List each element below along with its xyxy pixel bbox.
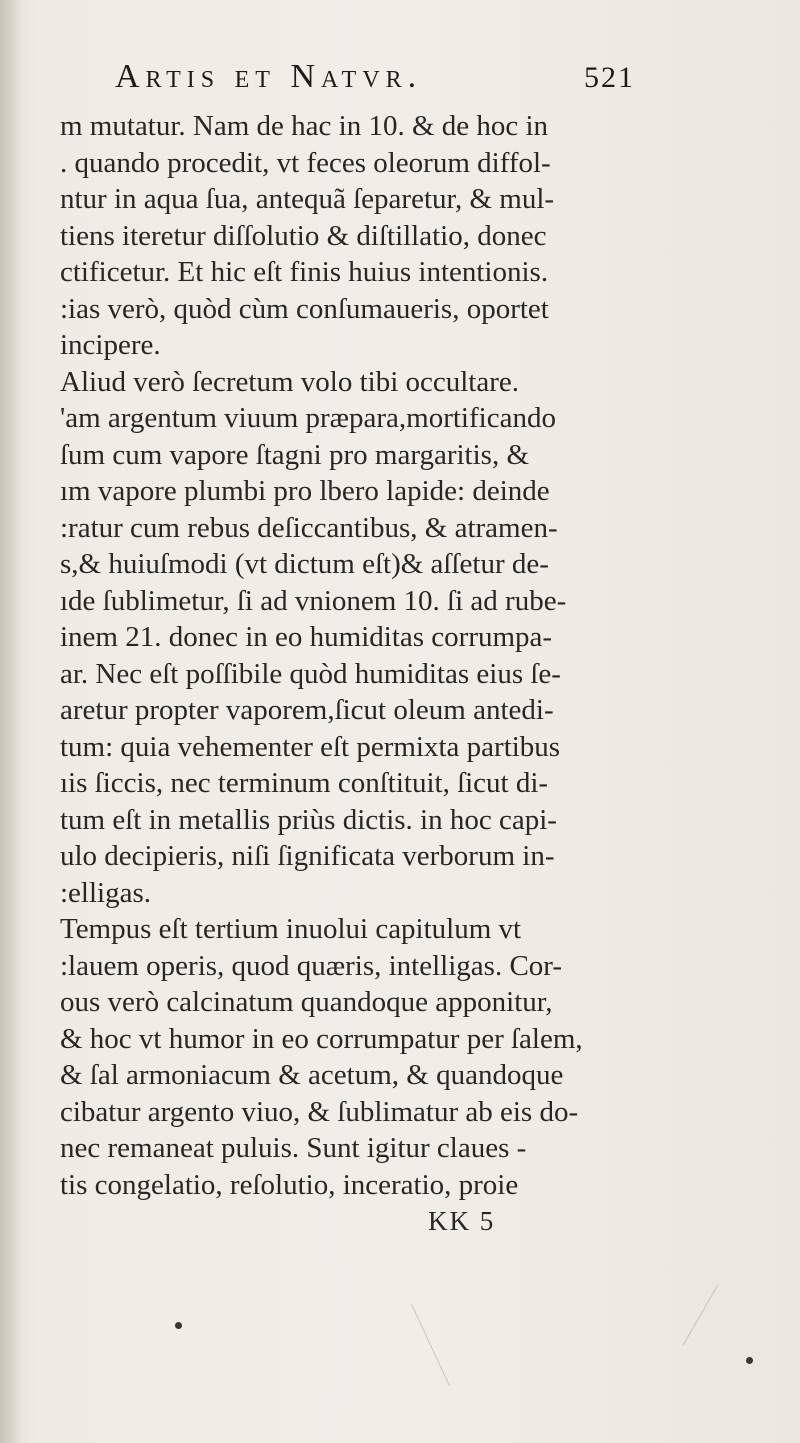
ink-speck (746, 1357, 753, 1364)
signature-mark: KK 5 (428, 1206, 496, 1236)
text-line: :elligas. (60, 876, 152, 909)
text-line: . quando procedit, vt feces oleorum diffol- (60, 146, 551, 179)
paper-crease (411, 1304, 450, 1386)
body-text (60, 108, 790, 1243)
text-line: & hoc vt humor in eo corrumpatur per ſalem, (60, 1022, 583, 1055)
text-line: tiens iteretur diſſolutio & diſtillatio, donec (60, 219, 547, 252)
page-number: 521 (584, 61, 635, 94)
text-line: tis congelatio, reſolutio, inceratio, proie (60, 1168, 519, 1201)
text-line: Aliud verò ſecretum volo tibi occultare. (60, 365, 520, 398)
text-line: 'am argentum viuum præpara,mortificando (60, 402, 556, 434)
text-line: :lauem operis, quod quæris, intelligas. Cor- (60, 949, 563, 982)
text-line: nec remaneat puluis. Sunt igitur claues - (60, 1132, 527, 1164)
text-line: s,& huiuſmodi (vt dictum eſt)& aſſetur de- (60, 548, 549, 580)
text-line: ulo decipieris, niſi ſignificata verborum in- (60, 840, 555, 872)
text-line: incipere. (60, 329, 161, 361)
text-line: m mutatur. Nam de hac in 10. & de hoc in (60, 110, 549, 142)
text-line: ntur in aqua ſua, antequã ſeparetur, & mul- (60, 183, 555, 215)
text-line: ıis ſiccis, nec terminum conſtituit, ſicut di- (60, 767, 549, 799)
text-line: tum: quia vehementer eſt permixta partibus (60, 730, 561, 763)
text-line: ctificetur. Et hic eſt finis huius intentionis. (60, 256, 549, 288)
text-line: ıde ſublimetur, ſi ad vnionem 10. ſi ad rube- (60, 584, 567, 617)
paper-crease (683, 1284, 719, 1345)
text-line: :ratur cum rebus deſiccantibus, & atramen- (60, 511, 558, 544)
text-line: ım vapore plumbi pro lbero lapide: deinde (60, 475, 550, 507)
text-line: aretur propter vaporem,ſicut oleum antedi- (60, 694, 554, 726)
ink-speck (175, 1322, 182, 1329)
text-line: tum eſt in metallis priùs dictis. in hoc capi- (60, 803, 557, 836)
text-line: Tempus eſt tertium inuolui capitulum vt (60, 913, 522, 945)
text-line: inem 21. donec in eo humiditas corrumpa- (60, 621, 553, 653)
gutter-shadow (0, 0, 22, 1443)
running-head (115, 58, 635, 102)
text-line: ous verò calcinatum quandoque apponitur, (60, 986, 553, 1018)
text-line: :ias verò, quòd cùm conſumaueris, oportet (60, 292, 549, 325)
running-title: Artis et Natvr. (115, 58, 423, 95)
text-line: ſum cum vapore ſtagni pro margaritis, & (60, 438, 529, 471)
text-line: & ſal armoniacum & acetum, & quandoque (60, 1059, 564, 1091)
text-line: cibatur argento viuo, & ſublimatur ab eis do- (60, 1095, 579, 1128)
text-line: ar. Nec eſt poſſibile quòd humiditas eius ſe- (60, 657, 561, 690)
